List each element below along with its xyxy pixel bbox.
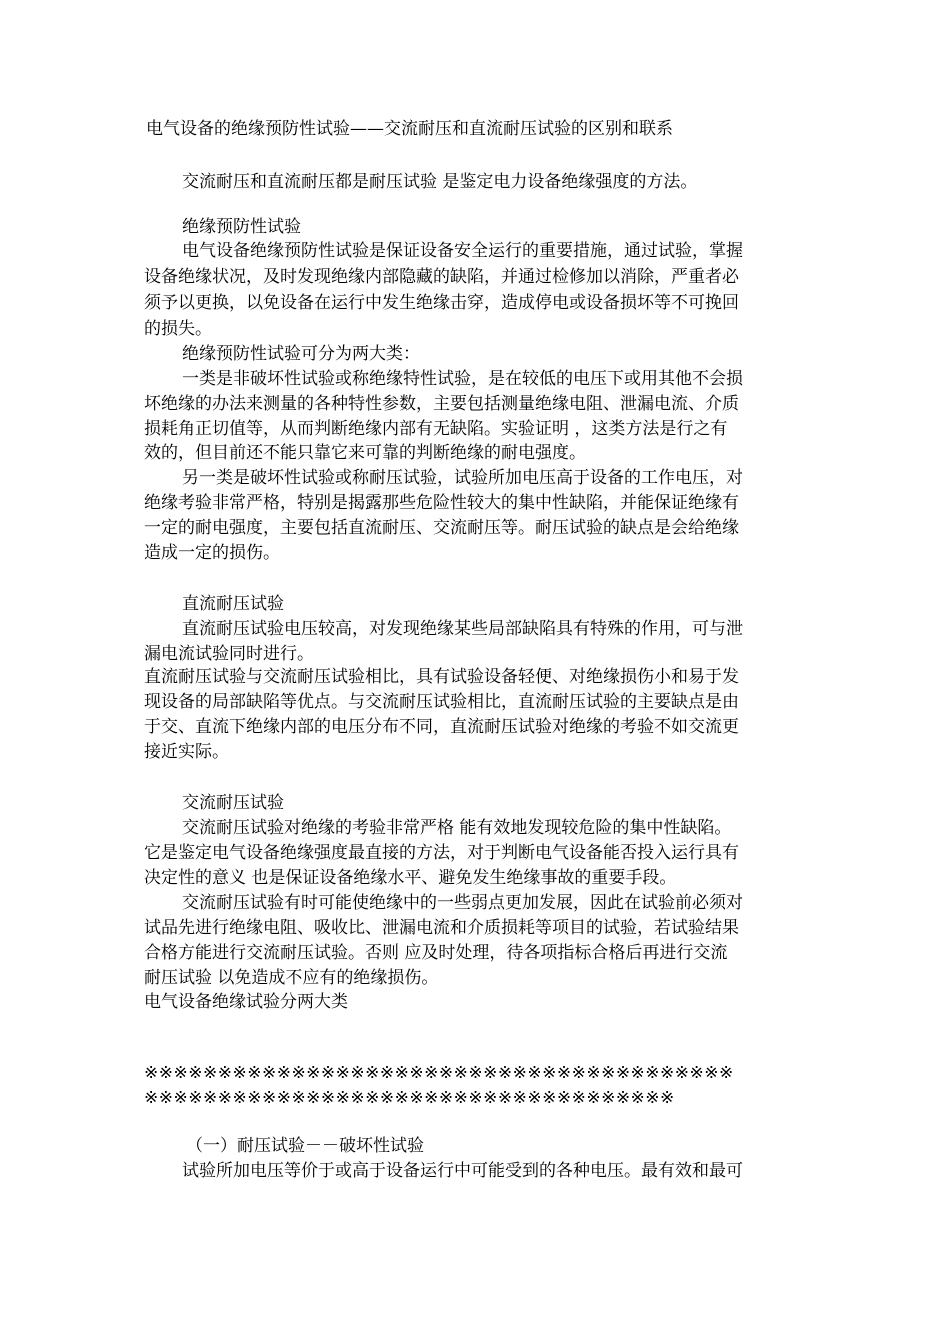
paragraph-line: 另一类是破坏性试验或称耐压试验，试验所加电压高于设备的工作电压，对 — [182, 468, 743, 488]
paragraph-line: 一定的耐电强度，主要包括直流耐压、交流耐压等。耐压试验的缺点是会给绝缘 — [144, 518, 739, 538]
paragraph-line: 交流耐压试验有时可能使绝缘中的一些弱点更加发展，因此在试验前必须对 — [182, 893, 743, 913]
paragraph-line: 试品先进行绝缘电阻、吸收比、泄漏电流和介质损耗等项目的试验，若试验结果 — [144, 918, 739, 938]
paragraph-line: 耐压试验 以免造成不应有的绝缘损伤。 — [144, 968, 439, 988]
paragraph-line: 设备绝缘状况，及时发现绝缘内部隐藏的缺陷，并通过检修加以消除，严重者必 — [144, 267, 739, 287]
paragraph-line: 直流耐压试验电压较高，对发现绝缘某些局部缺陷具有特殊的作用，可与泄 — [182, 619, 743, 639]
intro-paragraph: 交流耐压和直流耐压都是耐压试验 是鉴定电力设备绝缘强度的方法。 — [182, 172, 698, 192]
paragraph-line: 坏绝缘的办法来测量的各种特性参数，主要包括测量绝缘电阻、泄漏电流、介质 — [144, 394, 739, 414]
paragraph-line: 损耗角正切值等，从而判断绝缘内部有无缺陷。实验证明 ，这类方法是行之有 — [144, 419, 728, 439]
paragraph-line: 的损失。 — [144, 319, 212, 339]
paragraph-line: 造成一定的损伤。 — [144, 543, 280, 563]
paragraph-line: 现设备的局部缺陷等优点。与交流耐压试验相比，直流耐压试验的主要缺点是由 — [144, 692, 739, 712]
paragraph-line: 试验所加电压等价于或高于设备运行中可能受到的各种电压。最有效和最可 — [182, 1161, 743, 1181]
paragraph-line: 电气设备绝缘预防性试验是保证设备安全运行的重要措施，通过试验，掌握 — [182, 241, 743, 261]
paragraph-line: 接近实际。 — [144, 742, 229, 762]
paragraph-line: 合格方能进行交流耐压试验。否则 应及时处理，待各项指标合格后再进行交流 — [144, 943, 728, 963]
document-title: 电气设备的绝缘预防性试验——交流耐压和直流耐压试验的区别和联系 — [146, 119, 673, 139]
section-heading-withstand: （一）耐压试验－－破坏性试验 — [186, 1136, 424, 1156]
paragraph-line: 须予以更换，以免设备在运行中发生绝缘击穿，造成停电或设备损坏等不可挽回 — [144, 293, 739, 313]
section-heading-preventive: 绝缘预防性试验 — [182, 217, 301, 237]
separator-line: ※※※※※※※※※※※※※※※※※※※※※※※※※※※※※※※※※※※※ — [144, 1088, 675, 1108]
section-heading-dc: 直流耐压试验 — [182, 594, 284, 614]
paragraph-line: 漏电流试验同时进行。 — [144, 644, 314, 664]
paragraph-line: 决定性的意义 也是保证设备绝缘水平、避免发生绝缘事故的重要手段。 — [144, 868, 677, 888]
paragraph-line: 绝缘预防性试验可分为两大类： — [182, 344, 420, 364]
paragraph-line: 直流耐压试验与交流耐压试验相比，具有试验设备轻便、对绝缘损伤小和易于发 — [144, 667, 739, 687]
paragraph-line: 绝缘考验非常严格，特别是揭露那些危险性较大的集中性缺陷，并能保证绝缘有 — [144, 493, 739, 513]
paragraph-line: 于交、直流下绝缘内部的电压分布不同，直流耐压试验对绝缘的考验不如交流更 — [144, 717, 739, 737]
paragraph-line: 它是鉴定电气设备绝缘强度最直接的方法，对于判断电气设备能否投入运行具有 — [144, 843, 739, 863]
paragraph-line: 交流耐压试验对绝缘的考验非常严格 能有效地发现较危险的集中性缺陷。 — [182, 818, 732, 838]
paragraph-line: 效的，但目前还不能只靠它来可靠的判断绝缘的耐电强度。 — [144, 443, 586, 463]
paragraph-line: 一类是非破坏性试验或称绝缘特性试验，是在较低的电压下或用其他不会损 — [182, 369, 743, 389]
section-heading-ac: 交流耐压试验 — [182, 793, 284, 813]
separator-line: ※※※※※※※※※※※※※※※※※※※※※※※※※※※※※※※※※※※※※※※※ — [144, 1063, 734, 1083]
paragraph-line: 电气设备绝缘试验分两大类 — [144, 992, 348, 1012]
